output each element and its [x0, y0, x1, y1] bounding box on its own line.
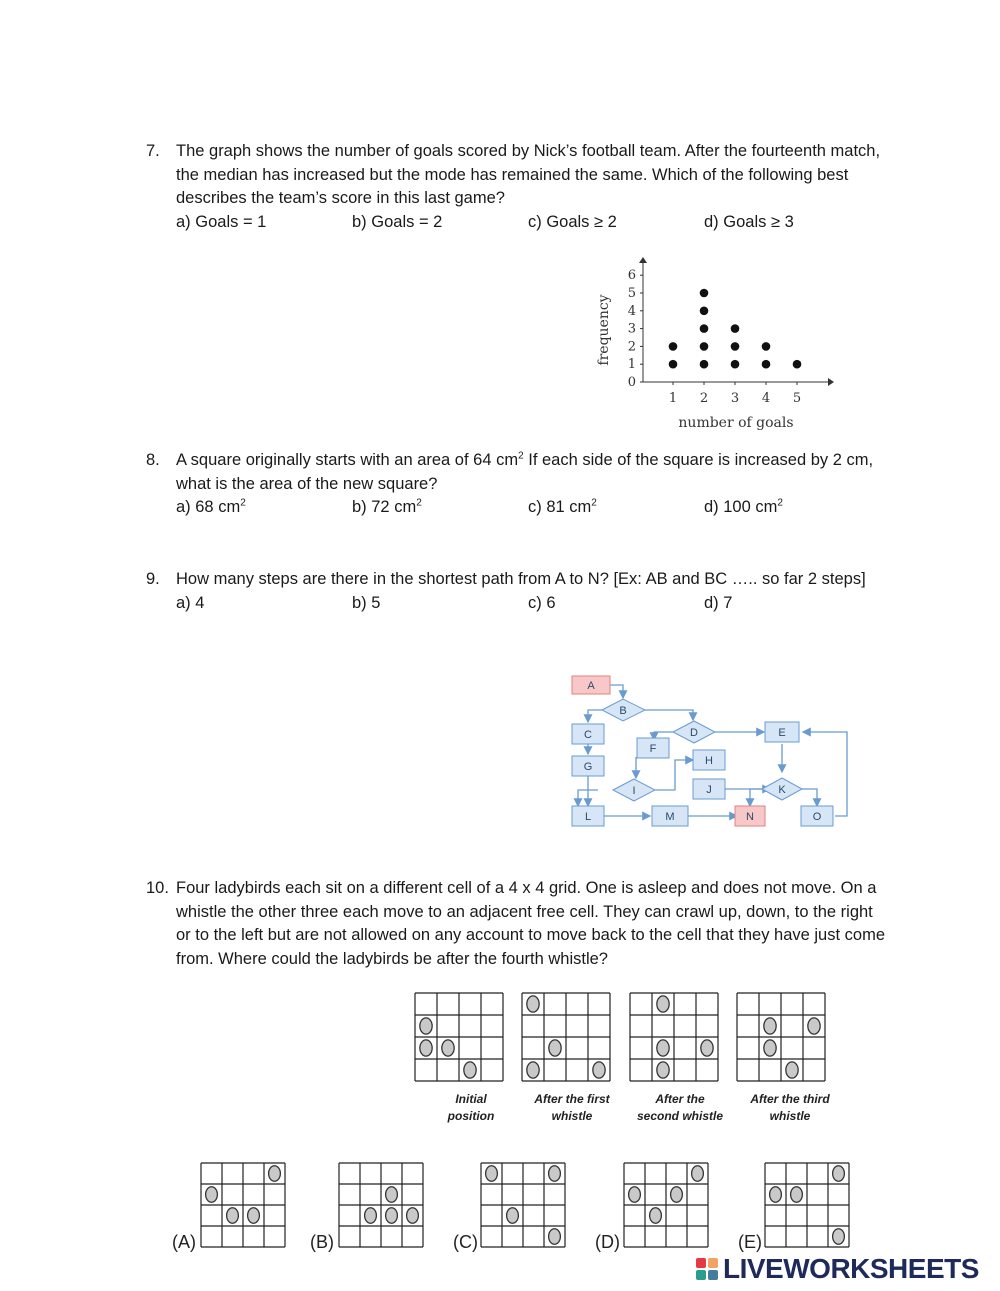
- node-j: [693, 779, 725, 799]
- node-n: [735, 806, 765, 826]
- superscript: 2: [518, 450, 524, 462]
- answer-label-e[interactable]: (E): [738, 1232, 762, 1252]
- option-b[interactable]: [352, 496, 422, 520]
- superscript: 2: [591, 497, 597, 509]
- y-tick-label: 4: [627, 303, 636, 319]
- ladybird-icon: [464, 1062, 476, 1078]
- question-text-part-1: A square originally starts with an area of 64 cm: [176, 451, 519, 469]
- ladybird-icon: [833, 1229, 845, 1245]
- node-label: H: [705, 755, 713, 767]
- x-tick-label: 2: [699, 391, 709, 406]
- ladybird-icon: [657, 1040, 669, 1056]
- node-h: [693, 750, 725, 770]
- x-axis-arrow: [828, 378, 834, 386]
- path-flowchart: [565, 670, 855, 830]
- x-axis-label: number of goals: [678, 415, 794, 431]
- question-number: 10.: [146, 879, 169, 897]
- dot-goals-3: [731, 342, 740, 351]
- stage-grid: [630, 993, 718, 1081]
- node-label: K: [778, 784, 786, 796]
- caption-first-line-2: whistle: [551, 1109, 593, 1123]
- node-k: [762, 778, 802, 800]
- dot-goals-3: [731, 360, 740, 369]
- question-number: 7.: [146, 142, 160, 160]
- dot-goals-3: [731, 324, 740, 333]
- ladybird-icon: [833, 1166, 845, 1182]
- option-a[interactable]: [176, 496, 246, 520]
- ladybird-icon: [593, 1062, 605, 1078]
- answer-grid: [481, 1163, 565, 1247]
- question-text: The graph shows the number of goals scored by Nick’s football team. After the fourteenth match, the median has increased but the mode has remained the same. Which of the following best describes the team’s score in this last game?: [176, 142, 881, 207]
- caption-second-line-2: second whistle: [636, 1109, 724, 1123]
- logo-square: [696, 1270, 706, 1280]
- y-tick-label: 0: [627, 375, 636, 390]
- node-label: A: [587, 680, 595, 692]
- y-tick-label: 6: [627, 268, 636, 284]
- option-c[interactable]: [528, 496, 597, 520]
- node-label: N: [746, 811, 754, 823]
- dot-goals-4: [762, 360, 771, 369]
- dot-goals-4: [762, 342, 771, 351]
- y-tick-label: 3: [627, 321, 636, 337]
- question-number: 9.: [146, 570, 160, 588]
- caption-third-line-1: After the third: [750, 1092, 830, 1106]
- answer-options: [176, 592, 886, 616]
- option-c[interactable]: c) 6: [528, 593, 556, 612]
- superscript: 2: [777, 497, 783, 509]
- option-d[interactable]: d) Goals ≥ 3: [704, 212, 794, 231]
- dot-goals-2: [700, 342, 709, 351]
- ladybird-icon: [527, 996, 539, 1012]
- ladybird-icon: [420, 1018, 432, 1034]
- ladybird-icon: [206, 1187, 218, 1203]
- answer-options: [176, 496, 886, 520]
- ladybird-icon: [657, 996, 669, 1012]
- ladybird-icon: [671, 1187, 683, 1203]
- goals-dot-plot: [590, 255, 840, 435]
- logo-square: [708, 1270, 718, 1280]
- question-text: How many steps are there in the shortest path from A to N? [Ex: AB and BC ….. so far 2 steps]: [176, 570, 866, 588]
- ladybird-icon: [657, 1062, 669, 1078]
- y-tick-label: 5: [627, 286, 636, 301]
- ladybird-icon: [386, 1208, 398, 1224]
- x-tick-label: 1: [668, 391, 678, 406]
- node-label: D: [690, 727, 698, 739]
- ladybird-icon: [692, 1166, 704, 1182]
- stage-captions: [447, 1092, 831, 1123]
- ladybird-icon: [549, 1229, 561, 1245]
- ladybird-icon: [650, 1208, 662, 1224]
- node-label: F: [649, 743, 657, 755]
- ladybird-icon: [549, 1166, 561, 1182]
- node-i: [613, 779, 655, 801]
- ladybird-icon: [248, 1208, 260, 1224]
- option-d[interactable]: d) 7: [704, 593, 733, 612]
- stage-grid: [522, 993, 610, 1081]
- ladybird-icon: [365, 1208, 377, 1224]
- option-c[interactable]: c) Goals ≥ 2: [528, 212, 617, 231]
- caption-first-line-1: After the first: [534, 1092, 610, 1106]
- caption-second-line-1: After the: [655, 1092, 705, 1106]
- caption-third-line-2: whistle: [769, 1109, 811, 1123]
- question-text: Four ladybirds each sit on a different cell of a 4 x 4 grid. One is asleep and does not move. On a whistle the other three each move to an adjacent free cell. They can crawl up, down, to the right or to the left but are not allowed on any account to move back to the cell that they have just come from. Where could the ladybirds be after the fourth whistle?: [176, 879, 886, 968]
- question-7: [146, 140, 886, 235]
- ladybird-icon: [420, 1040, 432, 1056]
- logo-square: [708, 1258, 718, 1268]
- node-l: [572, 806, 604, 826]
- ladybird-icon: [407, 1208, 419, 1224]
- node-label: I: [632, 785, 636, 797]
- ladybird-icon: [786, 1062, 798, 1078]
- node-label: M: [665, 811, 675, 823]
- question-10: [146, 877, 886, 971]
- dot-goals-2: [700, 289, 709, 298]
- logo-text: LIVEWORKSHEETS: [723, 1253, 979, 1284]
- dot-goals-2: [700, 307, 709, 316]
- node-b: [602, 699, 645, 721]
- answer-label-a[interactable]: (A): [172, 1232, 196, 1252]
- caption-initial-line-2: position: [447, 1109, 495, 1123]
- ladybird-grids: [0, 985, 1000, 1255]
- superscript: 2: [416, 497, 422, 509]
- dot-goals-2: [700, 324, 709, 333]
- ladybird-icon: [629, 1187, 641, 1203]
- option-value: c) 81 cm: [528, 498, 592, 516]
- option-d[interactable]: [704, 496, 783, 520]
- dot-goals-2: [700, 360, 709, 369]
- node-label: G: [583, 761, 593, 773]
- option-value: a) 68 cm: [176, 498, 241, 516]
- y-tick-label: 1: [627, 357, 636, 373]
- option-a[interactable]: a) Goals = 1: [176, 212, 267, 231]
- answer-options: [176, 211, 886, 235]
- liveworksheets-logo: [696, 1252, 979, 1286]
- answer-grid: [765, 1163, 849, 1247]
- ladybird-icon: [808, 1018, 820, 1034]
- dot-goals-5: [793, 360, 802, 369]
- node-c: [572, 724, 604, 744]
- y-axis-arrow: [639, 257, 647, 263]
- question-text-part-2: If each side of the square is increased by 2 cm, what is the area of the new square?: [176, 451, 874, 493]
- ladybird-icon: [527, 1062, 539, 1078]
- answer-grid: [339, 1163, 423, 1247]
- ladybird-icon: [507, 1208, 519, 1224]
- node-label: J: [706, 784, 712, 796]
- answer-label-b[interactable]: (B): [310, 1232, 334, 1252]
- option-b[interactable]: b) 5: [352, 593, 381, 612]
- node-e: [765, 722, 799, 742]
- option-value: d) 100 cm: [704, 498, 778, 516]
- x-tick-label: 4: [761, 391, 771, 406]
- ladybird-icon: [764, 1018, 776, 1034]
- node-label: B: [619, 705, 627, 717]
- ladybird-icon: [549, 1040, 561, 1056]
- node-o: [801, 806, 833, 826]
- node-label: E: [778, 727, 786, 739]
- stage-grid: [415, 993, 503, 1081]
- ladybird-icon: [227, 1208, 239, 1224]
- node-g: [572, 756, 604, 776]
- node-label: L: [584, 811, 592, 823]
- flowchart-nodes: [572, 676, 833, 826]
- y-tick-label: 2: [627, 339, 636, 355]
- ladybird-icon: [770, 1187, 782, 1203]
- caption-initial-line-1: Initial: [455, 1092, 487, 1106]
- answer-label-d[interactable]: (D): [595, 1232, 620, 1252]
- x-tick-label: 3: [730, 391, 740, 406]
- question-text: [176, 449, 886, 496]
- answer-grid: [624, 1163, 708, 1247]
- question-8: [146, 449, 886, 520]
- node-label: O: [812, 811, 822, 823]
- ladybird-icon: [764, 1040, 776, 1056]
- y-axis-label: frequency: [596, 294, 612, 366]
- superscript: 2: [240, 497, 246, 509]
- answer-grid: [201, 1163, 285, 1247]
- dot-goals-1: [669, 342, 678, 351]
- logo-mark-icon: [696, 1258, 718, 1280]
- ladybird-icon: [386, 1187, 398, 1203]
- question-number: 8.: [146, 451, 160, 469]
- question-9: [146, 568, 886, 616]
- ladybird-icon: [486, 1166, 498, 1182]
- ladybird-icon: [269, 1166, 281, 1182]
- option-a[interactable]: a) 4: [176, 593, 205, 612]
- node-a: [572, 676, 610, 694]
- option-b[interactable]: b) Goals = 2: [352, 212, 443, 231]
- node-d: [673, 721, 715, 743]
- dot-goals-1: [669, 360, 678, 369]
- x-tick-label: 5: [792, 391, 802, 406]
- answer-labels: [172, 1232, 762, 1252]
- node-m: [652, 806, 688, 826]
- ladybird-icon: [791, 1187, 803, 1203]
- node-label: C: [584, 729, 592, 741]
- logo-square: [696, 1258, 706, 1268]
- answer-label-c[interactable]: (C): [453, 1232, 478, 1252]
- ladybird-icon: [442, 1040, 454, 1056]
- option-value: b) 72 cm: [352, 498, 417, 516]
- ladybird-icon: [701, 1040, 713, 1056]
- node-f: [637, 738, 669, 758]
- stage-grid: [737, 993, 825, 1081]
